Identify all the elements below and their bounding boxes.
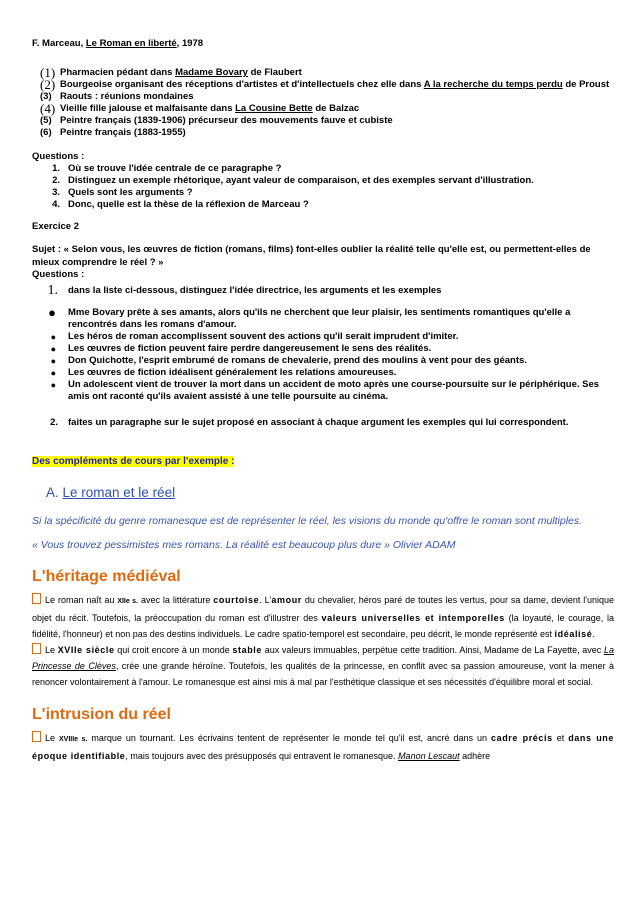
footnote: (6) Peintre français (1883-1955) (40, 127, 186, 138)
exercise-step-1: 1. dans la liste ci-dessous, distinguez l'idée directrice, les arguments et les exemples (47, 283, 442, 298)
list-item: ● Les héros de roman accomplissent souvent des actions qu'il serait imprudent d'imiter. (32, 331, 614, 343)
paragraph: Le XVIIe siècle qui croit encore à un monde stable aux valeurs immuables, perpétue cette tradition. Ainsi, Madame de La Fayette, avec La Princesse de Clèves, crée une grande héroïne. Toutefois, les qualités de la princesse, en conflit avec sa passion amoureuse, vont la mener à renoncer volontairement à l'amour. Le romanesque est ainsi mis à mal par l'esthétique classique et ses nécessités d'équilibre moral et social. (32, 645, 614, 687)
box-bullet-icon (32, 593, 41, 604)
footnote: (2) Bourgeoise organisant des réceptions d'artistes et d'intellectuels chez elle dans A la recherche du temps perdu de Proust (40, 77, 610, 92)
complements-heading: Des compléments de cours par l'exemple : (32, 456, 235, 467)
paragraph: Le roman naît au XIIe s. avec la littérature courtoise. L'amour du chevalier, héros paré de toutes les vertus, pour sa dame, devient l'unique objet du récit. Toutefois, la préoccupation du roman est d'illustrer des valeurs universelles et intemporelles (la loyauté, le courage, la fidélité, l'honneur) et non pas des destins individuels. Le cadre spatio-temporel est secondaire, peu décrit, le monde représenté est idéalisé. (32, 595, 615, 639)
book-title: Le Roman en liberté (85, 38, 177, 49)
quote: « Vous trouvez pessimistes mes romans. La réalité est beaucoup plus dure » Olivier ADAM (32, 539, 456, 551)
source-reference (32, 38, 614, 49)
list-item: ● Mme Bovary prête à ses amants, alors qu'ils ne cherchent que leur plaisir, les sentiments romantiques qu'elle a rencontrés dans les romans d'amour. (32, 307, 614, 331)
question-item: 3. Quels sont les arguments ? (52, 187, 193, 198)
questions-list (32, 151, 614, 211)
section-title: A. Le roman et le réel (46, 485, 176, 500)
box-bullet-icon (32, 643, 41, 654)
heading-intrusion: L'intrusion du réel (32, 706, 171, 723)
year: , 1978 (176, 38, 204, 49)
footnote: (5) Peintre français (1839-1906) précurseur des mouvements fauve et cubiste (40, 115, 393, 126)
list-item: ● Les œuvres de fiction idéalisent généralement les relations amoureuses. (32, 367, 614, 379)
bullet-icon: ● (50, 368, 56, 378)
bullet-icon: ● (50, 332, 56, 342)
question-item: 2. Distinguez un exemple rhétorique, ayant valeur de comparaison, et des exemples servant d'illustration. (52, 175, 534, 186)
exercise-2-label: Exercice 2 (32, 221, 80, 232)
section-intro: Si la spécificité du genre romanesque est de représenter le réel, les visions du monde qu'offre le roman sont multiples. (32, 515, 583, 527)
footnote: (3) Raouts : réunions mondaines (40, 91, 194, 102)
questions-title: Questions : (32, 151, 85, 162)
bullet-icon: ● (48, 305, 56, 320)
heading-heritage: L'héritage médiéval (32, 568, 181, 585)
footnotes (32, 67, 614, 139)
list-item: ● Les œuvres de fiction peuvent faire perdre dangereusement le sens des réalités. (32, 343, 614, 355)
author: F. Marceau, (32, 38, 86, 49)
bullet-icon: ● (50, 344, 56, 354)
bullet-icon: ● (50, 380, 56, 390)
bullet-icon: ● (50, 356, 56, 366)
footnote: (1) Pharmacien pédant dans Madame Bovary de Flaubert (40, 65, 302, 80)
question-item: 1. Où se trouve l'idée centrale de ce paragraphe ? (52, 163, 282, 174)
list-item: ● Un adolescent vient de trouver la mort dans un accident de moto après une course-poursuite sur le périphérique. Ses amis ont raconté qu'ils avaient assisté à une telle poursuite au cinéma. (32, 379, 614, 403)
exercise-subject: Sujet : « Selon vous, les œuvres de fiction (romans, films) font-elles oublier la réalité telle qu'elle est, ou permettent-elles de mieux comprendre le réel ? » (32, 244, 591, 268)
list-item: ● Don Quichotte, l'esprit embrumé de romans de chevalerie, prend des moulins à vent pour des géants. (32, 355, 614, 367)
footnote: (4) Vieille fille jalouse et malfaisante dans La Cousine Bette de Balzac (40, 101, 360, 116)
exercise-step-2: 2. faites un paragraphe sur le sujet proposé en associant à chaque argument les exemples qui lui correspondent. (50, 417, 569, 428)
exercise-questions-title: Questions : (32, 269, 85, 280)
paragraph: Le XVIIIe s. marque un tournant. Les écrivains tentent de représenter le monde tel qu'il est, ancré dans un cadre précis et dans une époque identifiable, mais toujours avec des présupposés qui entravent le romanesque. Manon Lescaut adhère (32, 733, 614, 761)
box-bullet-icon (32, 731, 41, 742)
argument-list (32, 307, 614, 403)
question-item: 4. Donc, quelle est la thèse de la réflexion de Marceau ? (52, 199, 309, 210)
